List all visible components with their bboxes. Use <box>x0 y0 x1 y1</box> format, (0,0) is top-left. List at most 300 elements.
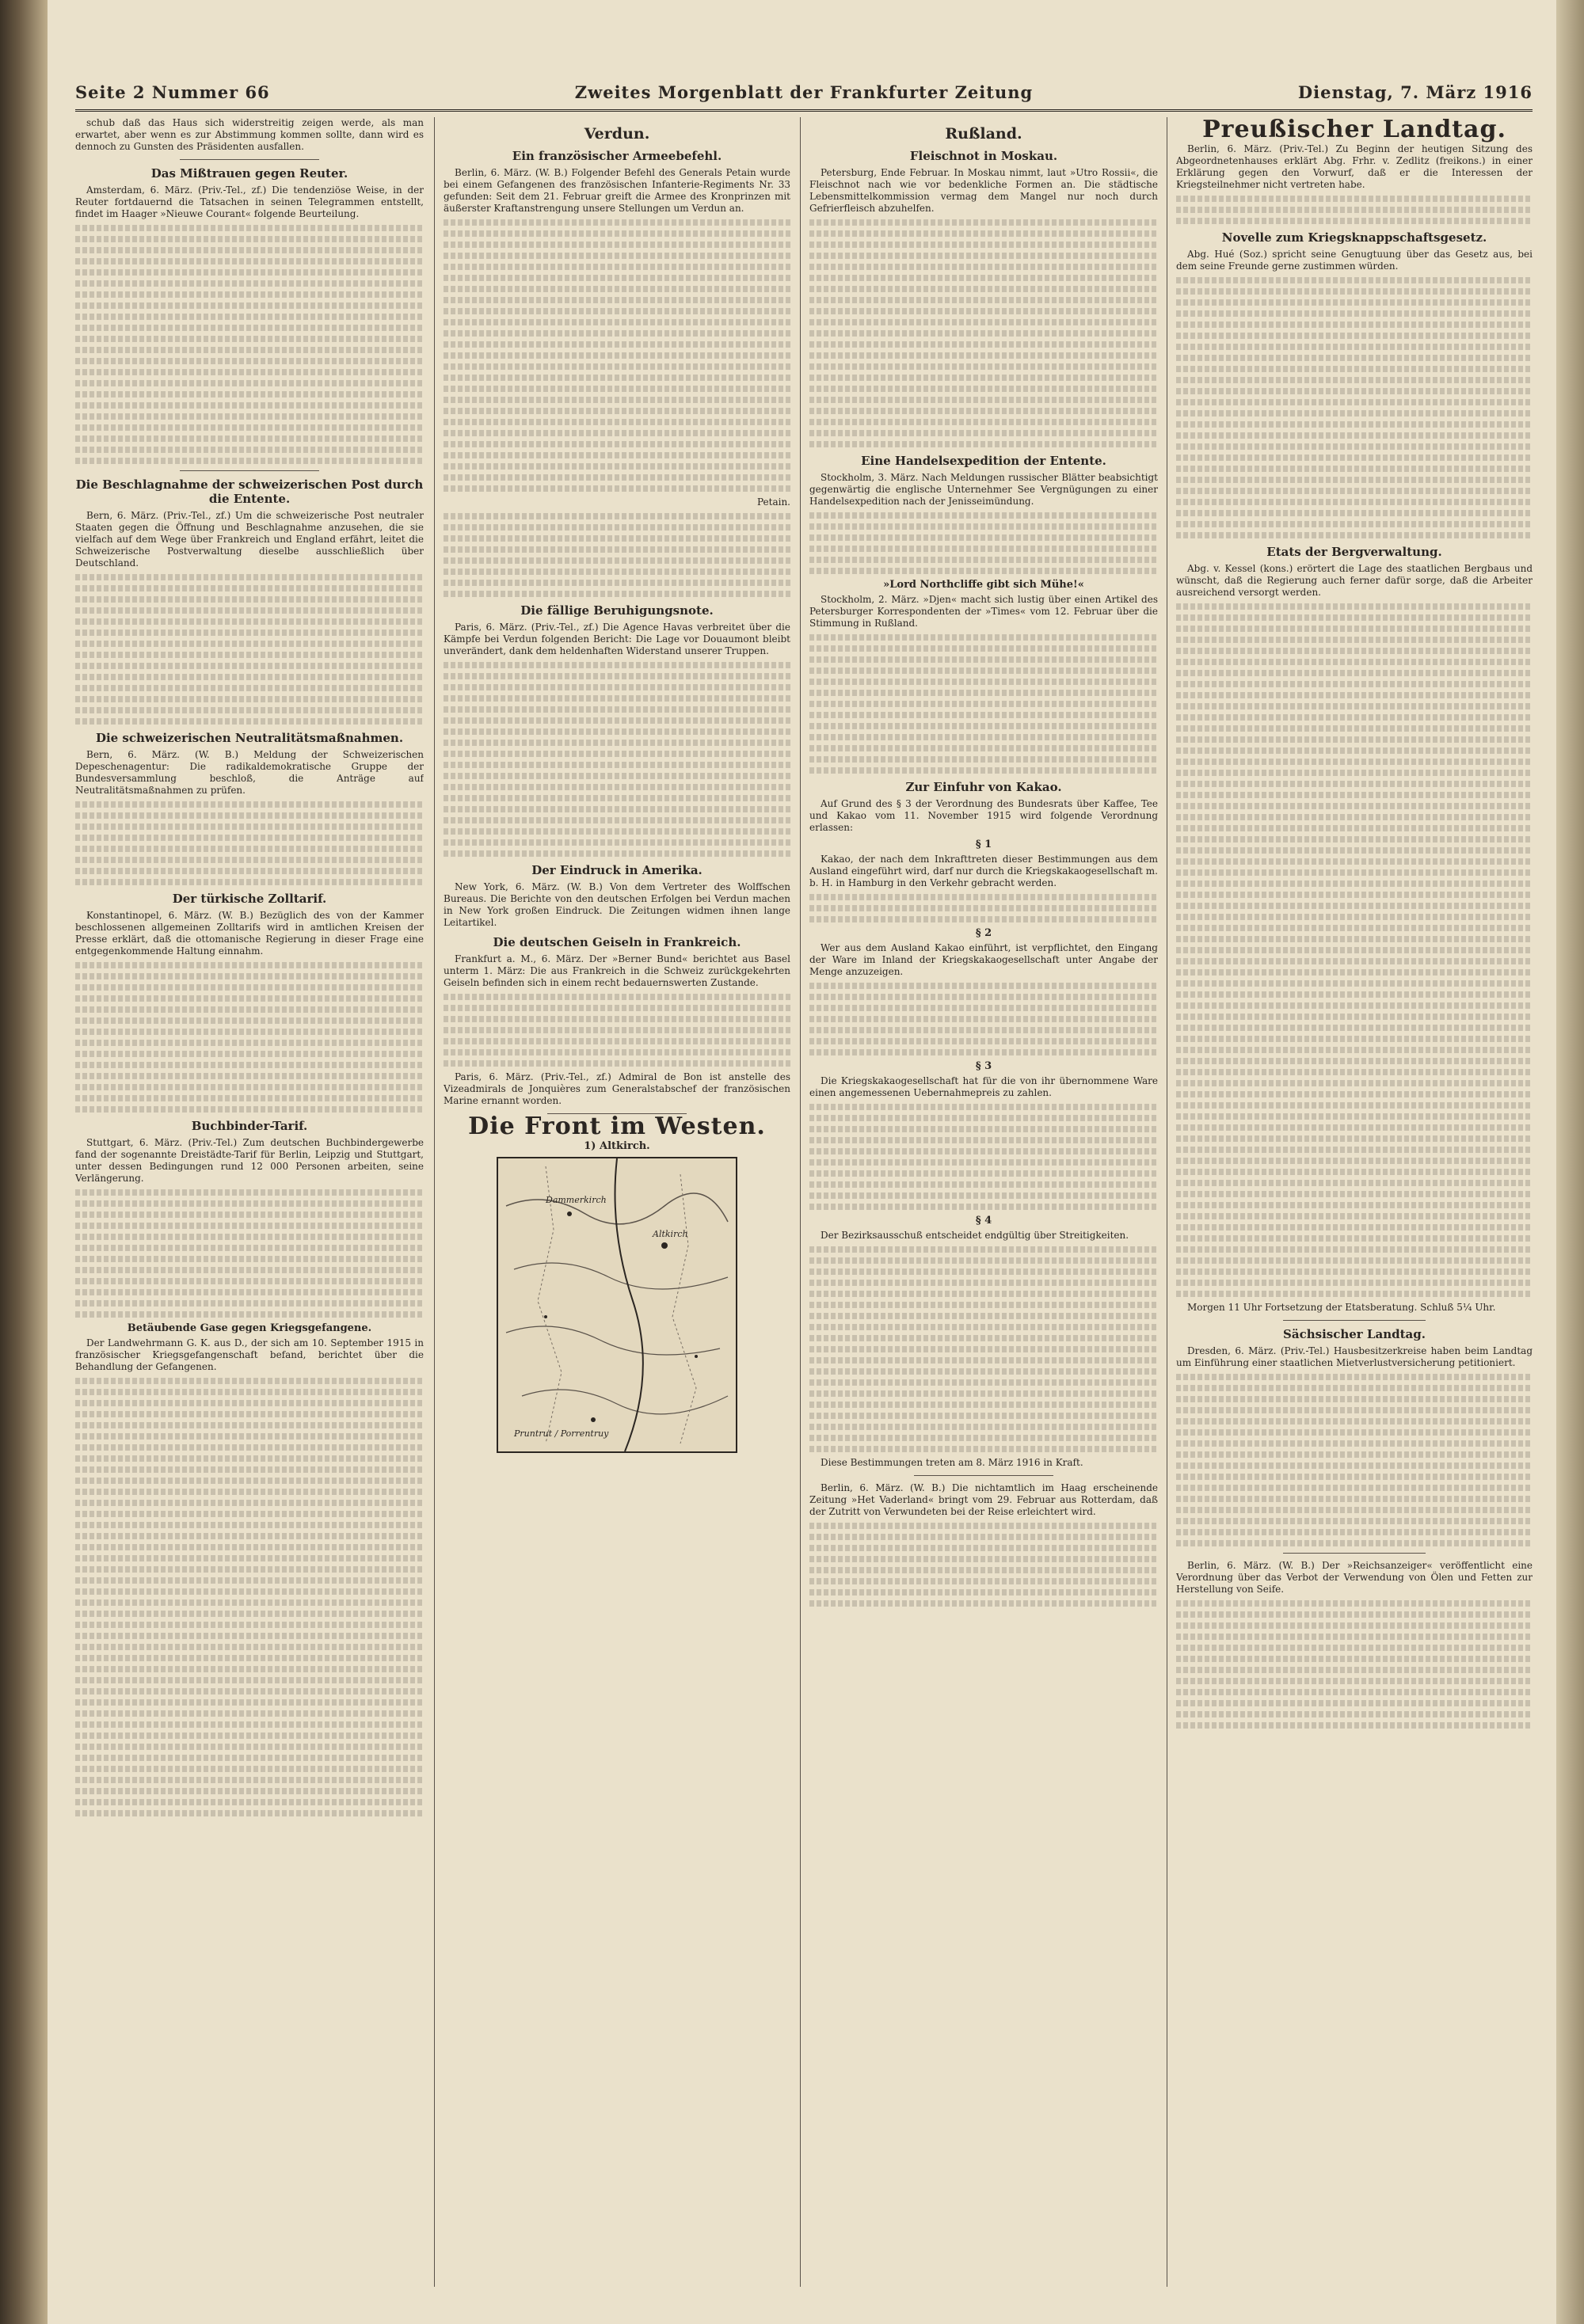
article-text: Amsterdam, 6. März. (Priv.-Tel., zf.) Die tendenziöse Weise, in der Reuter fortdauernd die Tatsachen in seinen Telegrammen entstellt, findet im Haager »Nieuwe Courant« folgende Beurteilung. <box>75 184 424 219</box>
text-block <box>75 447 424 453</box>
text-block <box>1176 1374 1533 1380</box>
text-block <box>1176 836 1533 842</box>
text-block <box>809 352 1158 359</box>
article-text: New York, 6. März. (W. B.) Von dem Vertreter des Wolffschen Bureaus. Die Berichte von den deutschen Erfolgen bei Verdun machen in New York großen Eindruck. Die Zeitungen widmen ihnen lange Leitartikel. <box>444 881 790 928</box>
text-block <box>809 1346 1158 1352</box>
text-block <box>75 596 424 603</box>
separator <box>914 1475 1053 1476</box>
headline-front-westen: Die Front im Westen. <box>468 1113 766 1140</box>
text-block <box>1176 1291 1533 1297</box>
text-block <box>809 1523 1158 1529</box>
text-block <box>1176 1540 1533 1546</box>
text-block <box>809 1269 1158 1275</box>
text-block <box>75 718 424 725</box>
text-block <box>1176 488 1533 494</box>
text-block <box>809 1324 1158 1330</box>
text-block <box>1176 1213 1533 1219</box>
text-block <box>444 363 790 370</box>
text-block <box>809 297 1158 303</box>
text-block <box>444 751 790 757</box>
text-block <box>809 1005 1158 1011</box>
text-block <box>444 740 790 746</box>
headline-russland: Rußland. <box>945 125 1022 143</box>
text-block <box>1176 903 1533 909</box>
text-block <box>809 1545 1158 1551</box>
text-block <box>75 1511 424 1517</box>
text-block <box>75 857 424 863</box>
text-block <box>444 452 790 458</box>
header-date: Dienstag, 7. März 1916 <box>1297 82 1533 102</box>
text-block <box>1176 1113 1533 1120</box>
text-block <box>75 402 424 409</box>
text-block <box>1176 532 1533 538</box>
article-text: Auf Grund des § 3 der Verordnung des Bundesrats über Kaffee, Tee und Kakao vom 11. November 1915 wird folgende Verordnung erlassen: <box>809 798 1158 833</box>
text-block <box>75 1677 424 1683</box>
text-block <box>809 916 1158 922</box>
article-text: Der Landwehrmann G. K. aus D., der sich am 10. September 1915 in französischer Kriegsgefangenschaft befand, berichtet über die Behandlung der Gefangenen. <box>75 1337 424 1372</box>
text-block <box>444 408 790 414</box>
text-block <box>75 1433 424 1440</box>
book-binding <box>0 0 48 2324</box>
text-block <box>1176 792 1533 798</box>
text-block <box>809 523 1158 530</box>
text-block <box>1176 1191 1533 1197</box>
column-rule <box>800 117 801 2287</box>
signature-petain: Petain. <box>757 496 790 508</box>
text-block <box>75 1744 424 1750</box>
headline-verdun: Verdun. <box>584 125 650 143</box>
text-block <box>75 458 424 464</box>
headline-amerika: Der Eindruck in Amerika. <box>531 863 703 877</box>
text-block <box>809 1379 1158 1386</box>
separator <box>1283 1320 1426 1321</box>
text-block <box>444 1005 790 1011</box>
text-block <box>75 1006 424 1013</box>
text-block <box>809 1280 1158 1286</box>
text-block <box>809 1170 1158 1177</box>
text-block <box>444 308 790 314</box>
text-block <box>75 1611 424 1617</box>
text-block <box>75 1106 424 1113</box>
headline-gase: Betäubende Gase gegen Kriegsgefangene. <box>127 1322 372 1334</box>
text-block <box>809 894 1158 900</box>
text-block <box>75 1766 424 1772</box>
text-block <box>75 1234 424 1240</box>
text-block <box>75 1051 424 1057</box>
text-block <box>75 879 424 885</box>
text-block <box>75 413 424 420</box>
paragraph-number: § 4 <box>975 1215 992 1227</box>
text-block <box>1176 1396 1533 1402</box>
text-block <box>809 363 1158 370</box>
headline-fleischnot: Fleischnot in Moskau. <box>909 149 1058 163</box>
text-block <box>444 828 790 835</box>
article-text: Petersburg, Ende Februar. In Moskau nimmt, laut »Utro Rossii«, die Fleischnot nach wie vor bedenkliche Formen an. Die städtische Lebensmittelkommission vermag dem Mangel nur noch durch Gefrierfleisch abzuhelfen. <box>809 167 1158 214</box>
text-block <box>1176 803 1533 809</box>
text-block <box>1176 1102 1533 1109</box>
text-block <box>444 219 790 226</box>
text-block <box>75 685 424 691</box>
column-rule <box>434 117 435 2287</box>
text-block <box>1176 1080 1533 1086</box>
text-block <box>1176 1002 1533 1009</box>
text-block <box>1176 1711 1533 1717</box>
headline-novelle: Novelle zum Kriegsknappschaftsgesetz. <box>1221 230 1487 245</box>
text-block <box>444 684 790 690</box>
text-block <box>1176 1407 1533 1413</box>
text-block <box>444 419 790 425</box>
text-block <box>1176 670 1533 676</box>
text-block <box>1176 1147 1533 1153</box>
article-text: Stuttgart, 6. März. (Priv.-Tel.) Zum deutschen Buchbindergewerbe fand der sogenannte Dreistädte-Tarif für Berlin, Leipzig und Stuttgart, unter dessen Bedingungen rund 12 000 Personen arbeiten, seine Verlängerung. <box>75 1137 424 1184</box>
text-block <box>75 347 424 353</box>
text-block <box>1176 299 1533 306</box>
text-block <box>444 1016 790 1022</box>
text-block <box>809 1038 1158 1044</box>
text-block <box>444 717 790 724</box>
text-block <box>809 1126 1158 1132</box>
text-block <box>809 1556 1158 1562</box>
text-block <box>809 1291 1158 1297</box>
text-block <box>809 668 1158 674</box>
headline-zolltarif: Der türkische Zolltarif. <box>172 892 327 906</box>
headline-beruhigungsnote: Die fällige Beruhigungsnote. <box>520 603 714 618</box>
text-block <box>1176 399 1533 405</box>
text-block <box>444 330 790 337</box>
text-block <box>1176 1518 1533 1524</box>
text-block <box>1176 714 1533 721</box>
text-block <box>1176 869 1533 876</box>
text-block <box>444 580 790 586</box>
headline-post: Die Beschlagnahme der schweizerischen Post durch die Entente. <box>75 477 424 506</box>
text-block <box>75 380 424 386</box>
text-block <box>1176 925 1533 931</box>
text-block <box>809 1446 1158 1452</box>
text-block <box>809 1534 1158 1540</box>
text-block <box>809 512 1158 519</box>
text-block <box>444 297 790 303</box>
text-block <box>809 1567 1158 1573</box>
text-block <box>75 641 424 647</box>
text-block <box>809 756 1158 763</box>
text-block <box>75 369 424 375</box>
text-block <box>75 1200 424 1207</box>
text-block <box>444 762 790 768</box>
text-block <box>75 1577 424 1584</box>
text-block <box>444 1049 790 1055</box>
text-block <box>75 1311 424 1318</box>
text-block <box>75 1444 424 1451</box>
text-block <box>809 386 1158 392</box>
text-block <box>809 1357 1158 1364</box>
text-block <box>75 1040 424 1046</box>
text-block <box>75 236 424 242</box>
text-block <box>444 817 790 823</box>
text-block <box>444 513 790 519</box>
text-block <box>809 1390 1158 1397</box>
text-block <box>75 1223 424 1229</box>
text-block <box>444 795 790 801</box>
text-block <box>444 591 790 597</box>
text-block <box>444 850 790 857</box>
text-block <box>1176 1496 1533 1502</box>
article-text: Stockholm, 2. März. »Djen« macht sich lustig über einen Artikel des Petersburger Korrespondenten der »Times« vom 12. Februar über die Stimmung in Rußland. <box>809 594 1158 629</box>
text-block <box>75 1655 424 1661</box>
text-block <box>1176 1689 1533 1695</box>
column-1 <box>75 117 424 2287</box>
text-block <box>75 1622 424 1628</box>
article-text: Abg. v. Kessel (kons.) erörtert die Lage des staatlichen Bergbaus und wünscht, daß die Regierung auch ferner dafür sorge, daß die Arbeiter ausreichend versorgt werden. <box>1176 563 1533 598</box>
text-block <box>809 1027 1158 1033</box>
text-block <box>1176 207 1533 213</box>
text-block <box>1176 747 1533 754</box>
text-block <box>809 734 1158 740</box>
text-block <box>1176 443 1533 450</box>
text-block <box>75 1599 424 1606</box>
text-block <box>1176 1622 1533 1629</box>
article-text: Bern, 6. März. (Priv.-Tel., zf.) Um die schweizerische Post neutraler Staaten gegen die Öffnung und Beschlagnahme anzusehen, die sie vielfach auf dem Wege über Frankreich und England erfährt, leitet die Schweizerische Postverwaltung dieselbe ausschließlich über Deutschland. <box>75 510 424 569</box>
text-block <box>1176 355 1533 361</box>
text-block <box>1176 1678 1533 1684</box>
text-block <box>1176 681 1533 687</box>
text-block <box>1176 1224 1533 1230</box>
article-text: Wer aus dem Ausland Kakao einführt, ist verpflichtet, den Eingang der Ware im Inland der Kriegskakaogesellschaft unter Angabe der Menge anzuzeigen. <box>809 942 1158 977</box>
text-block <box>1176 1462 1533 1469</box>
text-block <box>75 1095 424 1101</box>
text-block <box>1176 1429 1533 1436</box>
text-block <box>1176 455 1533 461</box>
text-block <box>75 835 424 841</box>
text-block <box>809 767 1158 774</box>
text-block <box>1176 725 1533 732</box>
map-label: Altkirch <box>653 1229 688 1239</box>
text-block <box>1176 1667 1533 1673</box>
text-block <box>75 1267 424 1273</box>
text-block <box>809 219 1158 226</box>
text-block <box>1176 847 1533 854</box>
article-text: Diese Bestimmungen treten am 8. März 1916 in Kraft. <box>821 1457 1083 1468</box>
text-block <box>1176 1058 1533 1064</box>
text-block <box>75 868 424 874</box>
text-block <box>75 1466 424 1473</box>
text-block <box>809 1204 1158 1210</box>
text-block <box>75 607 424 614</box>
text-block <box>1176 947 1533 953</box>
headline-kakao: Zur Einfuhr von Kakao. <box>905 780 1062 794</box>
text-block <box>444 569 790 575</box>
text-block <box>1176 703 1533 709</box>
text-block <box>1176 1700 1533 1706</box>
text-block <box>1176 1485 1533 1491</box>
text-block <box>444 1038 790 1044</box>
text-block <box>809 397 1158 403</box>
column-3 <box>809 117 1158 2287</box>
headline-reuter: Das Mißtrauen gegen Reuter. <box>150 166 348 181</box>
article-text: Morgen 11 Uhr Fortsetzung der Etatsberatung. Schluß 5¼ Uhr. <box>1187 1302 1496 1313</box>
text-block <box>75 1211 424 1218</box>
text-block <box>809 253 1158 259</box>
text-block <box>809 308 1158 314</box>
text-block <box>444 546 790 553</box>
text-block <box>1176 1656 1533 1662</box>
text-block <box>809 330 1158 337</box>
text-block <box>1176 1418 1533 1424</box>
text-block <box>75 1278 424 1284</box>
text-block <box>444 286 790 292</box>
text-block <box>75 1189 424 1196</box>
separator <box>1283 1553 1426 1554</box>
text-block <box>75 1422 424 1428</box>
text-block <box>809 1137 1158 1143</box>
article-text: Berlin, 6. März. (W. B.) Folgender Befehl des Generals Petain wurde bei einem Gefangenen des französischen Infanterie-Regiments Nr. 33 gefunden: Seit dem 21. Februar greift die Armee des Kronprinzen mit äußerster Kraftanstrengung unsere Stellungen um Verdun an. <box>444 167 790 214</box>
text-block <box>809 1192 1158 1199</box>
text-block <box>1176 1047 1533 1053</box>
text-block <box>75 823 424 830</box>
text-block <box>75 1455 424 1462</box>
text-block <box>1176 614 1533 621</box>
separator <box>180 470 319 471</box>
text-block <box>1176 196 1533 202</box>
text-block <box>444 673 790 679</box>
article-text: Stockholm, 3. März. Nach Meldungen russischer Blätter beabsichtigt gegenwärtig die englische Unternehmer See Vergnügungen zu einer Handelsexpedition nach der Jenisseimündung. <box>809 472 1158 507</box>
text-block <box>809 1115 1158 1121</box>
text-block <box>1176 980 1533 987</box>
text-block <box>1176 1611 1533 1618</box>
text-block <box>75 1017 424 1024</box>
text-block <box>1176 366 1533 372</box>
text-block <box>444 662 790 668</box>
text-block <box>75 1544 424 1550</box>
text-block <box>1176 736 1533 743</box>
text-block <box>1176 344 1533 350</box>
page-edge <box>1556 0 1584 2324</box>
text-block <box>1176 1025 1533 1031</box>
map-caption: 1) Altkirch. <box>584 1140 650 1152</box>
text-block <box>75 574 424 580</box>
text-block <box>444 242 790 248</box>
text-block <box>444 319 790 325</box>
text-block <box>75 1710 424 1717</box>
text-block <box>1176 466 1533 472</box>
text-block <box>444 397 790 403</box>
text-block <box>809 905 1158 911</box>
text-block <box>75 1411 424 1417</box>
paragraph-number: § 1 <box>975 839 992 850</box>
text-block <box>809 1413 1158 1419</box>
text-block <box>75 1533 424 1539</box>
text-block <box>444 994 790 1000</box>
text-block <box>75 707 424 713</box>
text-block <box>444 474 790 481</box>
text-block <box>75 314 424 320</box>
text-block <box>809 319 1158 325</box>
text-block <box>1176 759 1533 765</box>
text-block <box>809 546 1158 552</box>
text-block <box>75 1688 424 1695</box>
text-block <box>75 652 424 658</box>
text-block <box>809 1402 1158 1408</box>
text-block <box>75 1489 424 1495</box>
text-block <box>1176 1036 1533 1042</box>
text-block <box>1176 958 1533 964</box>
text-block <box>444 341 790 348</box>
column-4 <box>1176 117 1533 2287</box>
text-block <box>75 358 424 364</box>
text-block <box>1176 659 1533 665</box>
text-block <box>1176 1091 1533 1097</box>
headline-bergverwaltung: Etats der Bergverwaltung. <box>1266 545 1442 559</box>
text-block <box>1176 377 1533 383</box>
column-2 <box>444 117 790 2287</box>
text-block <box>1176 1722 1533 1729</box>
text-block <box>75 1755 424 1761</box>
text-block <box>75 1245 424 1251</box>
text-block <box>1176 410 1533 416</box>
text-block <box>1176 1202 1533 1208</box>
text-block <box>75 325 424 331</box>
text-block <box>75 1029 424 1035</box>
text-block <box>1176 521 1533 527</box>
text-block <box>75 1378 424 1384</box>
text-block <box>1176 1069 1533 1075</box>
text-block <box>75 812 424 819</box>
text-block <box>809 264 1158 270</box>
text-block <box>75 1799 424 1805</box>
text-block <box>1176 603 1533 610</box>
text-block <box>809 341 1158 348</box>
text-block <box>1176 421 1533 428</box>
text-block <box>809 723 1158 729</box>
headline-buchbinder: Buchbinder-Tarif. <box>191 1119 308 1133</box>
text-block <box>75 984 424 991</box>
article-text: schub daß das Haus sich widerstreitig zeigen werde, als man erwartet, aber wenn es zur Abstimmung kommen sollte, dann wird es dennoch zu Gunsten des Präsidenten ausfallen. <box>75 117 424 152</box>
map-drawing <box>498 1158 736 1451</box>
text-block <box>809 557 1158 563</box>
text-block <box>1176 1600 1533 1607</box>
text-block <box>75 225 424 231</box>
text-block <box>444 524 790 531</box>
text-block <box>444 264 790 270</box>
text-block <box>75 1256 424 1262</box>
text-block <box>1176 991 1533 998</box>
text-block <box>1176 277 1533 283</box>
text-block <box>809 419 1158 425</box>
text-block <box>75 424 424 431</box>
text-block <box>75 1073 424 1079</box>
text-block <box>75 1084 424 1090</box>
text-block <box>75 674 424 680</box>
text-block <box>444 535 790 542</box>
paragraph-number: § 3 <box>975 1060 992 1072</box>
text-block <box>1176 936 1533 942</box>
map-label: Pruntrut / Porrentruy <box>514 1428 609 1439</box>
article-text: Die Kriegskakaogesellschaft hat für die von ihr übernommene Ware einen angemessenen Uebernahmepreis zu zahlen. <box>809 1075 1158 1098</box>
text-block <box>75 258 424 264</box>
text-block <box>809 1589 1158 1596</box>
text-block <box>1176 1180 1533 1186</box>
text-block <box>809 634 1158 641</box>
text-block <box>809 568 1158 574</box>
text-block <box>809 1600 1158 1607</box>
headline-saechsischer-landtag: Sächsischer Landtag. <box>1283 1327 1426 1341</box>
text-block <box>1176 858 1533 865</box>
text-block <box>1176 825 1533 831</box>
text-block <box>75 995 424 1002</box>
text-block <box>809 1424 1158 1430</box>
text-block <box>75 962 424 968</box>
text-block <box>1176 892 1533 898</box>
paragraph-number: § 2 <box>975 927 992 939</box>
